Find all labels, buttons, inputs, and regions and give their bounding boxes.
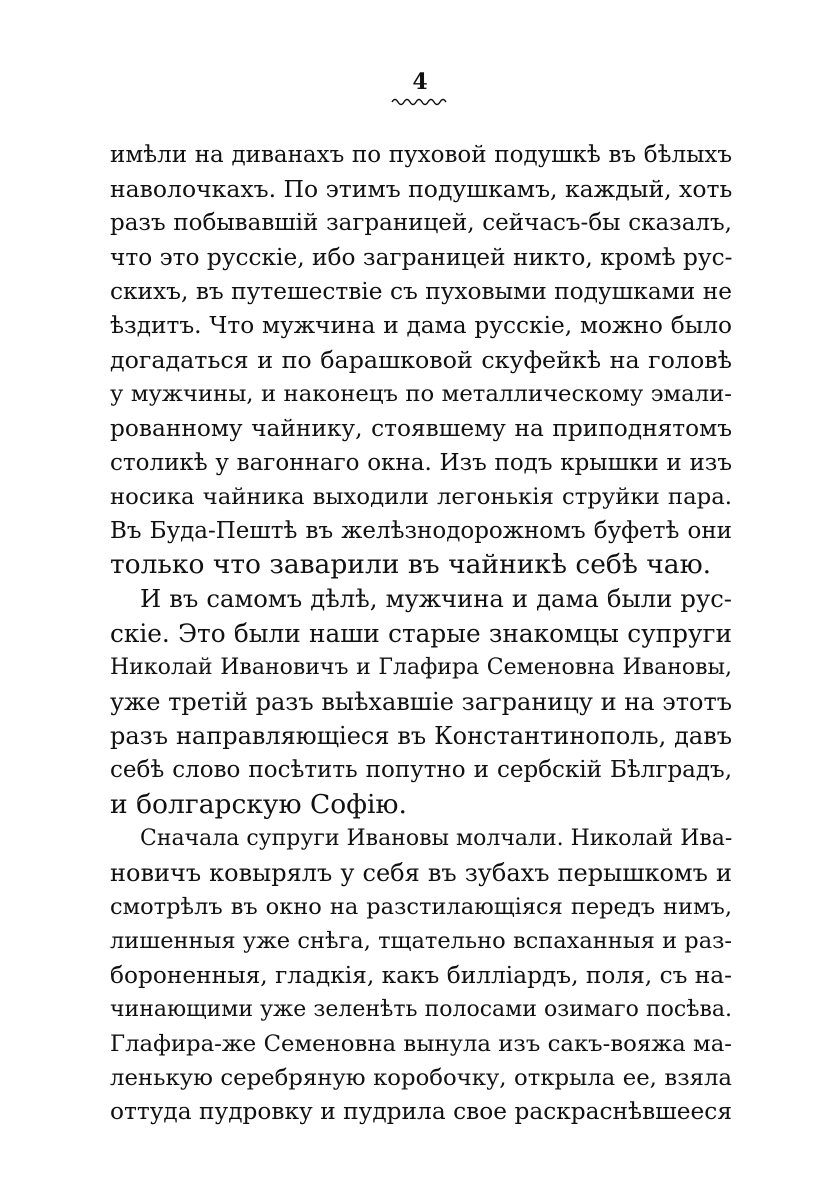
text-line: ленькую серебряную коробочку, открыла ее, взяла	[110, 1065, 732, 1092]
text-line: Сначала супруги Ивановы молчали. Николай Ива-	[140, 825, 733, 851]
text-line: разъ побывавшій заграницей, сейчасъ-бы сказалъ,	[110, 210, 732, 237]
text-line: у мужчины, и наконецъ по металлическому эмали-	[110, 381, 732, 408]
text-line: скіе. Это были наши старые знакомцы супруги	[110, 618, 732, 648]
text-line: и болгарскую Софію.	[110, 788, 407, 820]
text-line: лишенныя уже снѣга, тщательно вспаханныя и раз-	[110, 928, 732, 955]
text-line: догадаться и по барашковой скуфейкѣ на головѣ	[110, 346, 732, 375]
text-line: носика чайника выходили легонькія струйки пара.	[110, 483, 732, 510]
text-line: смотрѣлъ въ окно на разстилающіяся передъ нимъ,	[110, 894, 732, 921]
text-line: ѣздитъ. Что мужчина и дама русскіе, можно было	[110, 311, 732, 339]
text-line: чинающими уже зеленѣть полосами озимаго посѣва.	[110, 996, 732, 1022]
text-line: И въ самомъ дѣлѣ, мужчина и дама были рус-	[140, 584, 732, 614]
text-line: оттуда пудровку и пудрила свое раскраснѣвшееся	[110, 1098, 732, 1126]
text-line: новичъ ковырялъ у себя въ зубахъ перышкомъ и	[110, 858, 732, 887]
text-line: себѣ слово посѣтить попутно и сербскій Бѣлградъ,	[110, 757, 732, 784]
text-line: разъ направляющіеся въ Константинополь, давъ	[110, 722, 732, 751]
wavy-ornament-icon	[390, 96, 450, 108]
body-text	[110, 138, 732, 1129]
text-line: рованному чайнику, стоявшему на приподнятомъ	[110, 414, 732, 442]
text-line: Въ Буда-Пештѣ въ желѣзнодорожномъ буфетѣ они	[110, 518, 732, 545]
text-line: бороненныя, гладкія, какъ билліардъ, поля, съ на-	[110, 961, 732, 989]
text-line: скихъ, въ путешествіе съ пуховыми подушками не	[110, 277, 732, 305]
text-line: уже третій разъ выѣхавшіе заграницу и на этотъ	[110, 688, 732, 716]
text-line: что это русскіе, ибо заграницей никто, кромѣ рус-	[110, 243, 733, 271]
text-line: только что заварили въ чайникѣ себѣ чаю.	[110, 549, 712, 581]
page-number: 4	[412, 69, 428, 95]
page-header	[370, 70, 470, 108]
text-line: Николай Ивановичъ и Глафира Семеновна Ивановы,	[110, 654, 732, 680]
text-line: столикѣ у вагоннаго окна. Изъ подъ крышки и изъ	[110, 449, 732, 476]
text-line: наволочкахъ. По этимъ подушкамъ, каждый, хоть	[110, 175, 733, 204]
text-line: имѣли на диванахъ по пуховой подушкѣ въ бѣлыхъ	[110, 142, 732, 168]
text-line: Глафира-же Семеновна вынула изъ сакъ-вояжа ма-	[110, 1030, 732, 1057]
